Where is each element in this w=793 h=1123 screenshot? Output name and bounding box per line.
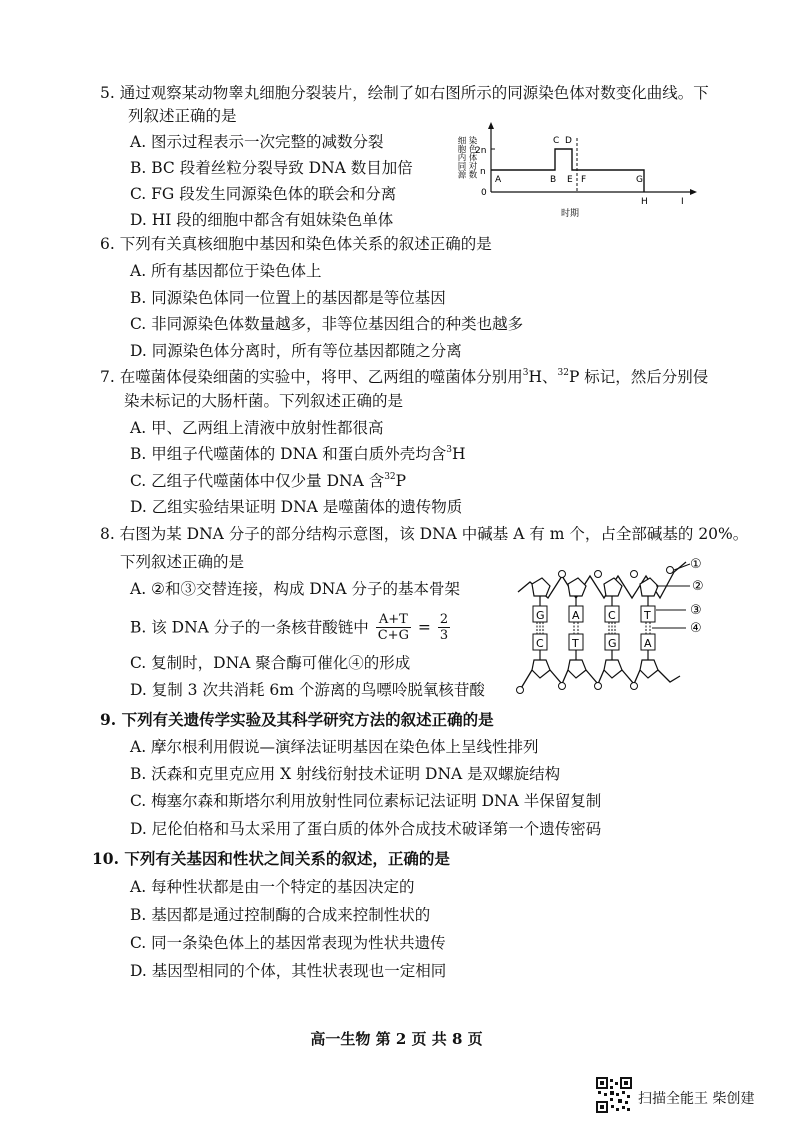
base-bottom-1: C <box>536 637 544 650</box>
scanner-watermark: 扫描全能王 柴创建 <box>638 1091 755 1107</box>
q8-dna-structure-diagram <box>510 552 720 702</box>
hydrogen-bonds <box>537 622 650 634</box>
q9-option-d: D. 尼伦伯格和马太采用了蛋白质的体外合成技术破译第一个遗传密码 <box>130 820 602 838</box>
label-4: ④ <box>690 621 702 636</box>
q5-homologous-pairs-graph <box>455 118 705 228</box>
q6-option-d: D. 同源染色体分离时，所有等位基因都随之分离 <box>130 342 462 360</box>
y-tick-n: n <box>480 167 486 177</box>
base-bottom-4: A <box>644 637 652 650</box>
q6-option-a: A. 所有基因都位于染色体上 <box>130 262 322 280</box>
svg-text:细胞内同源: 细胞内同源 <box>456 136 466 179</box>
q8-stem-line2: 下列叙述正确的是 <box>120 553 245 571</box>
q9-stem: 9. 下列有关遗传学实验及其科学研究方法的叙述正确的是 <box>100 710 494 729</box>
q7-option-b: B. 甲组子代噬菌体的 DNA 和蛋白质外壳均含$^3$H <box>130 445 466 463</box>
q8-option-c: C. 复制时，DNA 聚合酶可催化④的形成 <box>130 654 411 672</box>
label-c: C <box>553 136 560 146</box>
q5-option-c: C. FG 段发生同源染色体的联会和分离 <box>130 185 397 203</box>
q9-option-c: C. 梅塞尔森和斯塔尔利用放射性同位素标记法证明 DNA 半保留复制 <box>130 792 602 810</box>
q7-stem-line2: 染未标记的大肠杆菌。下列叙述正确的是 <box>124 392 404 410</box>
page-footer: 高一生物 第 2 页 共 8 页 <box>310 1030 483 1048</box>
label-e: E <box>567 175 573 185</box>
base-top-1: G <box>536 609 545 622</box>
q7-option-c: C. 乙组子代噬菌体中仅少量 DNA 含$^{32}$P <box>130 472 407 490</box>
y-tick-2n: 2n <box>475 146 487 156</box>
q6-option-b: B. 同源染色体同一位置上的基因都是等位基因 <box>130 289 446 307</box>
q8-option-b: B. 该 DNA 分子的一条核苷酸链中 $\frac{A+T}{C+G}$ = $\frac{2}{3}$ <box>130 612 449 643</box>
y-tick-0: 0 <box>481 188 487 198</box>
phosphate-circle <box>667 567 674 574</box>
base-top-3: C <box>608 609 616 622</box>
bottom-sugars <box>532 660 658 678</box>
q5-option-a: A. 图示过程表示一次完整的减数分裂 <box>130 133 384 151</box>
label-d: D <box>565 136 572 146</box>
label-f: F <box>581 175 587 185</box>
q5-stem-line2: 列叙述正确的是 <box>128 107 237 125</box>
base-top-4: T <box>644 609 651 622</box>
q10-option-a: A. 每种性状都是由一个特定的基因决定的 <box>130 878 415 896</box>
q6-stem: 6. 下列有关真核细胞中基因和染色体关系的叙述正确的是 <box>100 235 492 253</box>
q10-option-b: B. 基因都是通过控制酶的合成来控制性状的 <box>130 906 431 924</box>
label-1: ① <box>690 557 702 572</box>
label-g: G <box>636 175 643 185</box>
q5-option-b: B. BC 段着丝粒分裂导致 DNA 数目加倍 <box>130 159 413 177</box>
q8-stem-line1: 8. 右图为某 DNA 分子的部分结构示意图，该 DNA 中碱基 A 有 m 个，占全部碱基的 20%。 <box>100 525 749 543</box>
q9-option-a: A. 摩尔根利用假说—演绎法证明基因在染色体上呈线性排列 <box>130 738 539 756</box>
bottom-bases <box>533 634 655 650</box>
label-3: ③ <box>690 603 702 618</box>
q7-stem-line1: 7. 在噬菌体侵染细菌的实验中，将甲、乙两组的噬菌体分别用$^3$H、$^{32}$P 标记，然后分别侵 <box>100 368 709 386</box>
base-bottom-2: T <box>572 637 579 650</box>
top-bases <box>533 606 655 622</box>
q10-option-d: D. 基因型相同的个体，其性状表现也一定相同 <box>130 962 447 980</box>
q10-option-c: C. 同一条染色体上的基因常表现为性状共遗传 <box>130 934 446 952</box>
ratio-fraction: $\frac{A+T}{C+G}$ <box>377 612 409 643</box>
q8-option-a: A. ②和③交替连接，构成 DNA 分子的基本骨架 <box>130 580 460 598</box>
label-2: ② <box>692 579 704 594</box>
q7-option-d: D. 乙组实验结果证明 DNA 是噬菌体的遗传物质 <box>130 498 463 516</box>
q5-stem-line1: 5. 通过观察某动物睾丸细胞分裂装片，绘制了如右图所示的同源染色体对数变化曲线。下 <box>100 84 709 102</box>
q7-option-a: A. 甲、乙两组上清液中放射性都很高 <box>130 419 384 437</box>
label-h: H <box>641 197 648 207</box>
graph-ylabel-columns <box>456 135 477 179</box>
q8-option-d: D. 复制 3 次共消耗 6m 个游离的鸟嘌呤脱氧核苷酸 <box>130 681 485 699</box>
label-b: B <box>550 175 557 185</box>
qr-code-icon <box>596 1077 632 1113</box>
q5-option-d: D. HI 段的细胞中都含有姐妹染色单体 <box>130 211 394 229</box>
label-i: I <box>681 197 684 207</box>
base-top-2: A <box>572 609 580 622</box>
base-bottom-3: G <box>608 637 617 650</box>
svg-text:染色体对数: 染色体对数 <box>467 136 477 179</box>
label-a: A <box>495 175 502 185</box>
q9-option-b: B. 沃森和克里克应用 X 射线衍射技术证明 DNA 是双螺旋结构 <box>130 765 561 783</box>
q10-stem: 10. 下列有关基因和性状之间关系的叙述，正确的是 <box>92 849 450 868</box>
q6-option-c: C. 非同源染色体数量越多，非等位基因组合的种类也越多 <box>130 315 524 333</box>
ratio-value: $\frac{2}{3}$ <box>439 612 449 643</box>
graph-xlabel: 时期 <box>561 209 580 219</box>
graph-curve <box>491 149 644 192</box>
